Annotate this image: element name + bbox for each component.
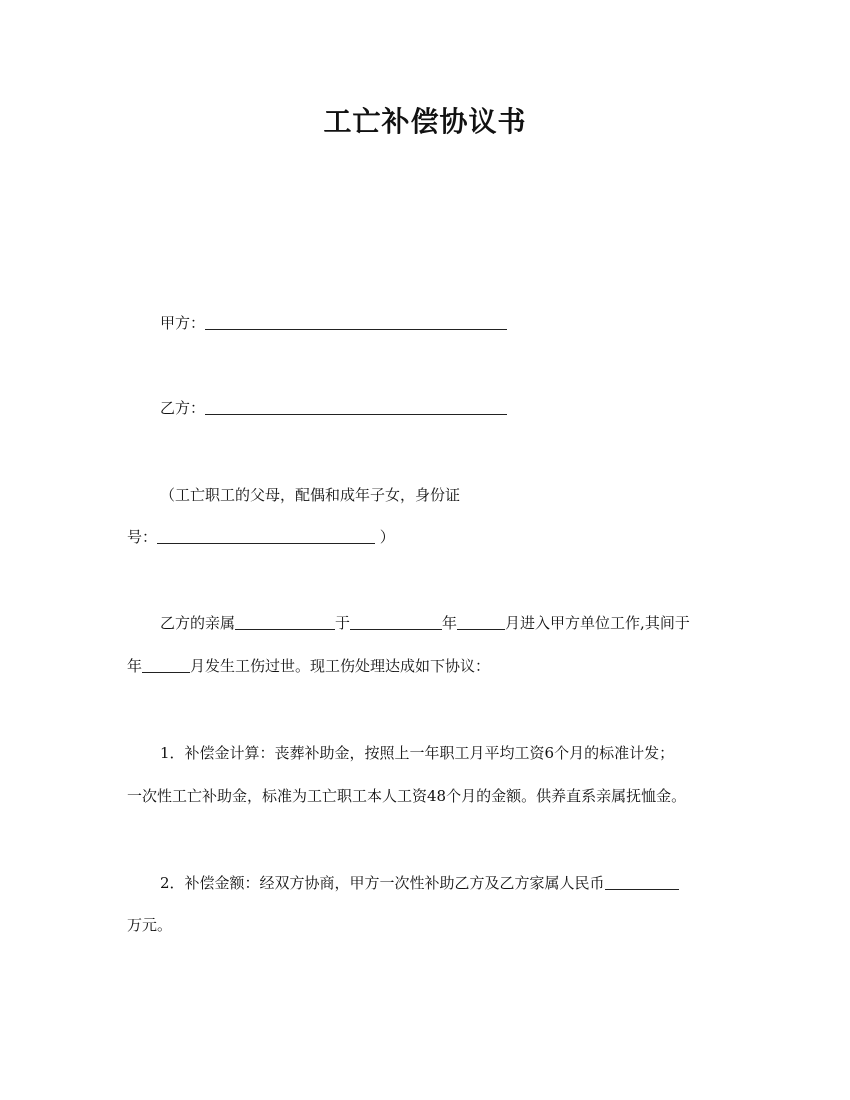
party-b-blank[interactable]	[205, 398, 507, 415]
compensation-amount-blank[interactable]	[605, 873, 679, 890]
party-b-label: 乙方：	[160, 399, 206, 417]
intro-text-5: 年	[127, 657, 143, 675]
party-a-label: 甲方：	[160, 314, 206, 332]
party-a-blank[interactable]	[205, 313, 507, 330]
clause-2-text: 2．补偿金额：经双方协商，甲方一次性补助乙方及乙方家属人民币	[160, 874, 605, 892]
intro-text-6: 月发生工伤过世。现工伤处理达成如下协议：	[190, 657, 491, 675]
clause-2-line-1	[160, 873, 679, 893]
clause-1-line-2: 一次性工亡补助金，标准为工亡职工本人工资48个月的金额。供养直系亲属抚恤金。	[127, 787, 687, 805]
relative-name-blank[interactable]	[235, 613, 335, 630]
intro-text-2: 于	[335, 614, 351, 632]
clause-2-line-2: 万元。	[127, 916, 173, 934]
note-line-2	[127, 527, 395, 547]
death-month-blank[interactable]	[142, 656, 190, 673]
document-title: 工亡补偿协议书	[323, 105, 527, 138]
entry-month-blank[interactable]	[457, 613, 505, 630]
id-number-blank[interactable]	[157, 527, 375, 544]
intro-text-4: 月进入甲方单位工作,其间于	[505, 614, 690, 632]
intro-text-1: 乙方的亲属	[160, 614, 236, 632]
intro-line-1	[160, 613, 690, 633]
clause-1-line-1: 1．补偿金计算：丧葬补助金，按照上一年职工月平均工资6个月的标准计发；	[160, 744, 675, 762]
intro-text-3: 年	[442, 614, 458, 632]
party-b-line	[160, 398, 507, 418]
entry-year-blank[interactable]	[350, 613, 442, 630]
note-line-1: （工亡职工的父母，配偶和成年子女，身份证	[160, 486, 461, 504]
party-a-line	[160, 313, 507, 333]
intro-line-2	[127, 656, 490, 676]
id-number-label: 号：	[127, 528, 158, 546]
note-close-paren: ）	[379, 528, 395, 546]
